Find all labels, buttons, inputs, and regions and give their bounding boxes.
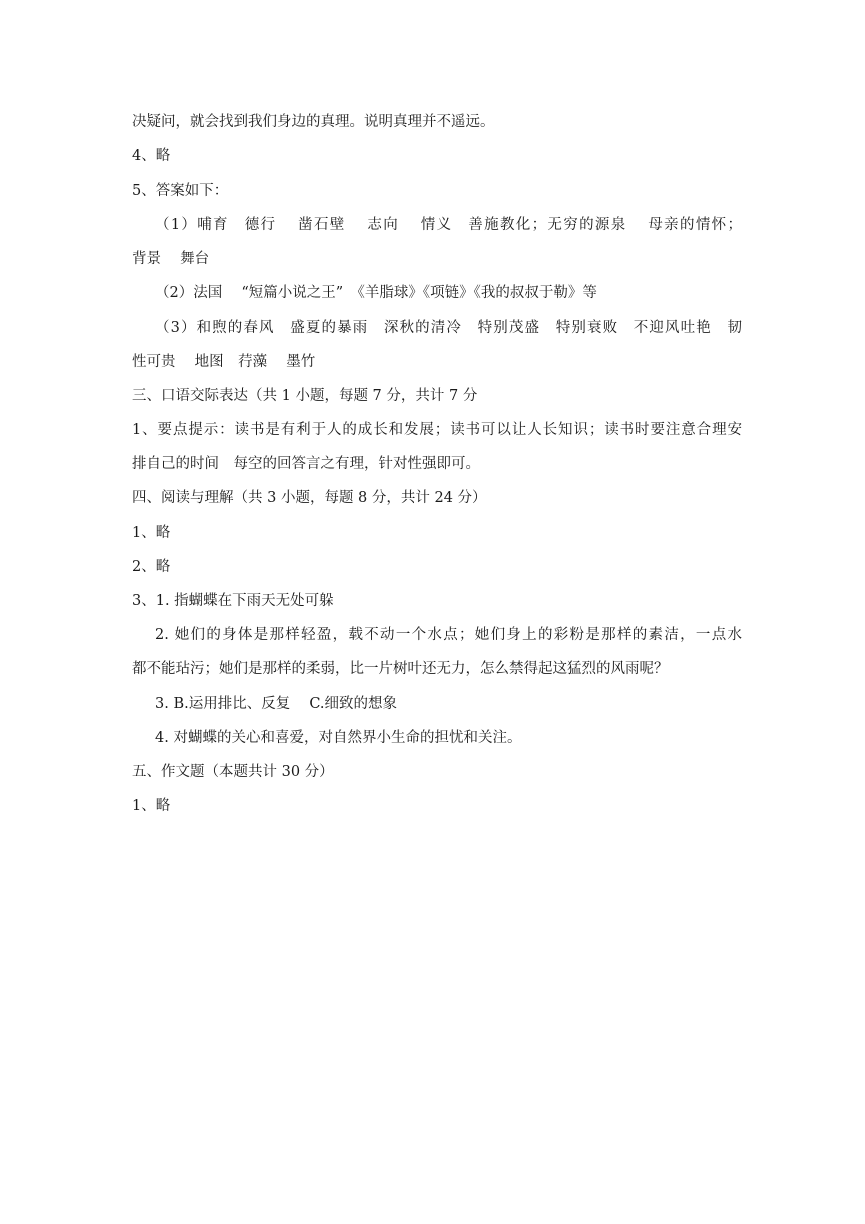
section-4-answer-1: 1、略	[132, 525, 171, 541]
answer-5-part-2: （2）法国 “短篇小说之王” 《羊脂球》《项链》《我的叔叔于勒》等	[155, 285, 597, 301]
section-4-heading: 四、阅读与理解（共 3 小题，每题 8 分，共计 24 分）	[132, 490, 487, 506]
section-4-answer-3-item-2-line-1: 2. 她们的身体是那样轻盈，载不动一个水点；她们身上的彩粉是那样的素洁，一点水	[155, 627, 742, 643]
answer-5-part-3-line-1: （3）和煦的春风 盛夏的暴雨 深秋的清冷 特别茂盛 特别衰败 不迎风吐艳 韧	[155, 320, 742, 336]
section-3-heading: 三、口语交际表达（共 1 小题，每题 7 分，共计 7 分	[132, 388, 478, 404]
answer-5-heading: 5、答案如下：	[132, 183, 229, 199]
section-4-answer-3-item-1: 3、1. 指蝴蝶在下雨天无处可躲	[132, 593, 334, 609]
answer-text-line-1: 决疑问，就会找到我们身边的真理。说明真理并不遥远。	[132, 114, 495, 130]
answer-4: 4、略	[132, 148, 171, 164]
answer-5-part-1-line-2: 背景 舞台	[132, 251, 210, 267]
section-5-answer-1: 1、略	[132, 798, 171, 814]
section-4-answer-3-item-2-line-2: 都不能玷污；她们是那样的柔弱，比一片树叶还无力，怎么禁得起这猛烈的风雨呢？	[132, 661, 669, 677]
answer-5-part-1-line-1: （1）哺育 德行 凿石壁 志向 情义 善施教化；无穷的源泉 母亲的情怀；	[155, 217, 742, 233]
section-4-answer-3-item-3: 3. B.运用排比、反复 C.细致的想象	[155, 696, 398, 712]
section-3-answer-1-line-1: 1、要点提示：读书是有利于人的成长和发展；读书可以让人长知识；读书时要注意合理安	[132, 422, 742, 438]
answer-5-part-3-line-2: 性可贵 地图 荇藻 墨竹	[132, 354, 316, 370]
section-3-answer-1-line-2: 排自己的时间 每空的回答言之有理，针对性强即可。	[132, 456, 480, 472]
section-5-heading: 五、作文题（本题共计 30 分）	[132, 764, 334, 780]
section-4-answer-3-item-4: 4. 对蝴蝶的关心和喜爱，对自然界小生命的担忧和关注。	[155, 730, 522, 746]
section-4-answer-2: 2、略	[132, 559, 171, 575]
